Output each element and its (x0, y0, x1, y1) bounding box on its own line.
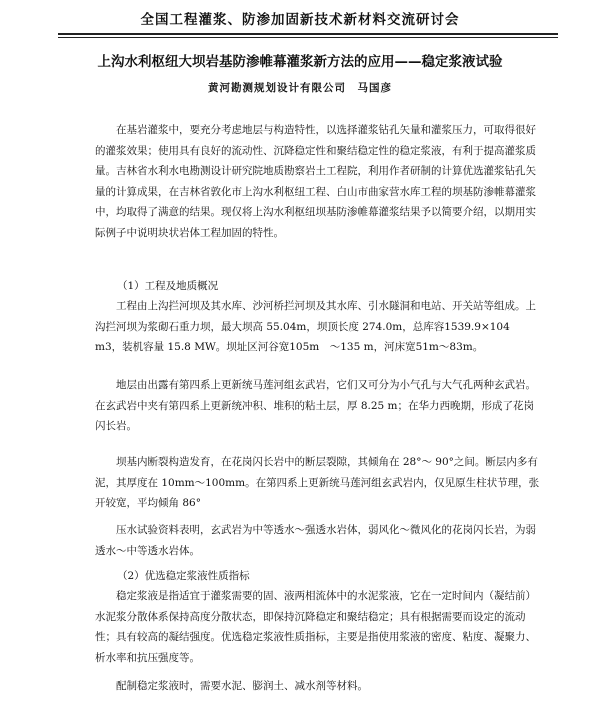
header-rule-thick (58, 33, 558, 35)
section-heading-2: （2）优选稳定浆液性质指标 (117, 570, 250, 582)
article-title: 上沟水利枢纽大坝岩基防渗帷幕灌浆新方法的应用——稳定浆液试验 (97, 54, 503, 70)
section-heading-1: （1）工程及地质概况 (117, 280, 219, 292)
paragraph-intro: 在基岩灌浆中，要充分考虑地层与构造特性，以选择灌浆钻孔矢量和灌浆压力，可取得很好的灌浆效果；使用具有良好的流动性、沉降稳定性和聚结稳定性的稳定浆液，有利于提高灌浆质量。吉林省水利水电勘测设计研究院地质勘察岩土工程院，利用作者研制的计算优选灌浆钻孔矢量的计算成果，在吉林省敦化市上沟水利枢纽工程、白山市曲家营水库工程的坝基防渗帷幕灌浆中，均取得了满意的结果。现仅将上沟水利枢纽坝基防渗帷幕灌浆结果予以简要介绍，以期用实际例子中说明块状岩体工程加固的特性。 (95, 124, 536, 239)
paragraph-project: 工程由上沟拦河坝及其水库、沙河桥拦河坝及其水库、引水隧洞和电站、开关站等组成。上沟拦河坝为浆砌石重力坝，最大坝高 55.04m，坝顶长度 274.0m，总库容1539.9×104 m3，装机容量 15.8 MW。坝址区河谷宽105m ～135 m，河床宽51m～83m。 (95, 300, 536, 353)
header-rule-thin (58, 37, 558, 38)
paragraph-materials: 配制稳定浆液时，需要水泥、膨润土、减水剂等材料。 (116, 680, 368, 692)
paragraph-faults: 坝基内断裂构造发育，在花岗闪长岩中的断层裂隙，其倾角在 28°～ 90°之间。断层内多有泥，其厚度在 10mm～100mm。在第四系上更新统马莲河组玄武岩内，仅见原生柱状节理，张开较宽，平均倾角 86° (95, 456, 540, 509)
paragraph-permeability: 压水试验资料表明，玄武岩为中等透水～强透水岩体，弱风化～微风化的花岗闪长岩，为弱透水～中等透水岩体。 (95, 524, 536, 557)
paragraph-strata: 地层由出露有第四系上更新统马莲河组玄武岩，它们又可分为小气孔与大气孔两种玄武岩。在玄武岩中夹有第四系上更新统冲积、堆积的粘土层，厚 8.25 m；在华力西晚期，形成了花岗闪长岩。 (95, 379, 536, 432)
article-author: 黄河勘测规划设计有限公司 马国彦 (208, 82, 392, 94)
conference-header: 全国工程灌浆、防渗加固新技术新材料交流研讨会 (140, 12, 460, 28)
paragraph-stable-grout: 稳定浆液是指适宜于灌浆需要的固、液两相流体中的水泥浆液，它在一定时间内（凝结前）水泥浆分散体系保持高度分散状态，即保持沉降稳定和聚结稳定；具有根据需要而设定的流动性；具有较高的凝结强度。优选稳定浆液性质指标，主要是指使用浆液的密度、粘度、凝聚力、析水率和抗压强度等。 (95, 590, 536, 664)
